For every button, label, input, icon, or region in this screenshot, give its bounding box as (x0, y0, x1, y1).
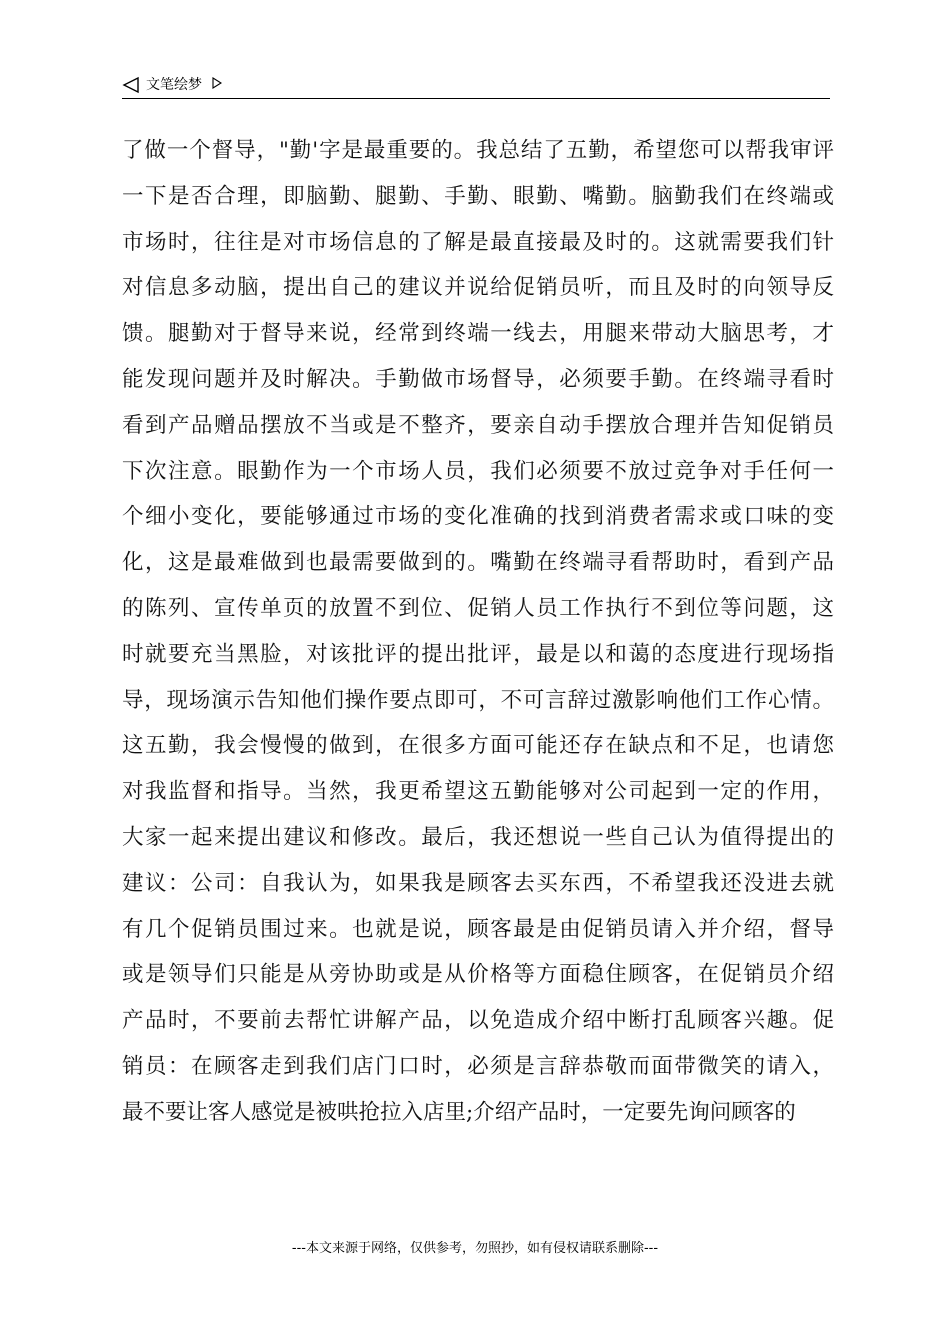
text-line: 对信息多动脑，提出自己的建议并说给促销员听，而且及时的向领导反 (122, 275, 834, 301)
text-line: 能发现问题并及时解决。手勤做市场督导，必须要手勤。在终端寻看时 (122, 366, 834, 392)
text-line: 的陈列、宣传单页的放置不到位、促销人员工作执行不到位等问题，这 (122, 595, 834, 621)
text-line: 或是领导们只能是从旁协助或是从价格等方面稳住顾客，在促销员介绍 (122, 962, 834, 988)
text-line: 一下是否合理，即脑勤、腿勤、手勤、眼勤、嘴勤。脑勤我们在终端或 (122, 183, 834, 209)
text-line: 化，这是最难做到也最需要做到的。嘴勤在终端寻看帮助时，看到产品 (122, 550, 834, 576)
text-line: 看到产品赠品摆放不当或是不整齐，要亲自动手摆放合理并告知促销员 (122, 412, 834, 438)
text-line: 对我监督和指导。当然，我更希望这五勤能够对公司起到一定的作用， (122, 779, 834, 805)
text-line: 导，现场演示告知他们操作要点即可，不可言辞过激影响他们工作心情。 (122, 687, 834, 713)
text-line: 大家一起来提出建议和修改。最后，我还想说一些自己认为值得提出的 (122, 824, 834, 850)
text-line: 销员：在顾客走到我们店门口时，必须是言辞恭敬而面带微笑的请入， (122, 1053, 834, 1079)
page-header (122, 72, 830, 99)
text-line: 有几个促销员围过来。也就是说，顾客最是由促销员请入并介绍，督导 (122, 916, 834, 942)
text-line: 这五勤，我会慢慢的做到，在很多方面可能还存在缺点和不足，也请您 (122, 733, 834, 759)
header-title: 文笔绘梦 (146, 77, 202, 93)
body-text (122, 128, 834, 1136)
text-line: 产品时，不要前去帮忙讲解产品，以免造成介绍中断打乱顾客兴趣。促 (122, 1008, 834, 1034)
footer-notice: ---本文来源于网络，仅供参考，勿照抄，如有侵权请联系删除--- (291, 1241, 659, 1256)
text-line: 馈。腿勤对于督导来说，经常到终端一线去，用腿来带动大脑思考，才 (122, 321, 834, 347)
triangle-right-icon (212, 77, 222, 89)
text-line: 了做一个督导，"勤'字是最重要的。我总结了五勤，希望您可以帮我审评 (122, 138, 834, 163)
text-line: 时就要充当黑脸，对该批评的提出批评，最是以和蔼的态度进行现场指 (122, 641, 834, 667)
text-line: 市场时，往往是对市场信息的了解是最直接最及时的。这就需要我们针 (122, 229, 834, 255)
triangle-left-icon (122, 76, 140, 94)
text-line: 建议：公司：自我认为，如果我是顾客去买东西，不希望我还没进去就 (122, 870, 834, 896)
text-line: 个细小变化，要能够通过市场的变化准确的找到消费者需求或口味的变 (122, 504, 834, 530)
text-line: 最不要让客人感觉是被哄抢拉入店里;介绍产品时，一定要先询问顾客的 (122, 1099, 796, 1125)
text-line: 下次注意。眼勤作为一个市场人员，我们必须要不放过竞争对手任何一 (122, 458, 834, 484)
